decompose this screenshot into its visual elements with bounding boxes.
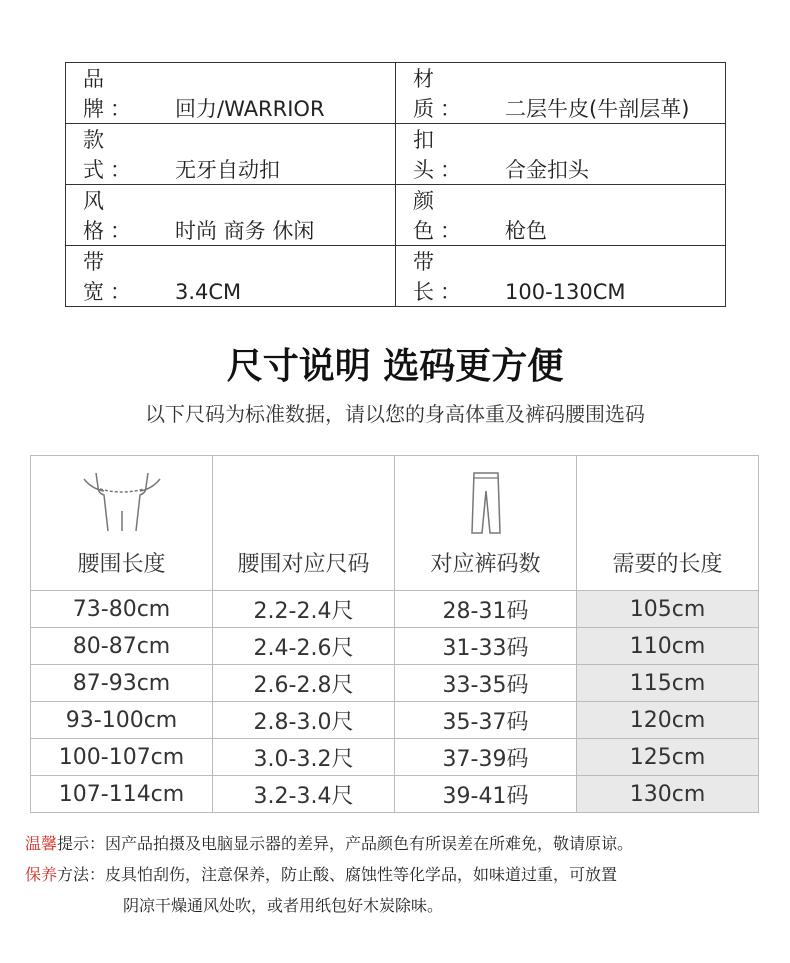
waist-size-cell: 2.6-2.8尺 [213, 665, 395, 702]
required-length-cell: 125cm [577, 739, 759, 776]
spec-value: 无牙自动扣 [175, 158, 280, 182]
table-row [31, 702, 759, 739]
pants-size-cell: 28-31码 [395, 591, 577, 628]
spec-cell [66, 63, 396, 124]
spec-value: 3.4CM [175, 280, 242, 304]
pants-icon [466, 471, 506, 535]
header-label: 需要的长度 [612, 552, 723, 577]
care-text: 皮具怕刮伤，注意保养，防止酸、腐蚀性等化学品，如味道过重，可放置 [105, 865, 618, 884]
header-cell [395, 456, 577, 591]
pants-size-cell: 37-39码 [395, 739, 577, 776]
spec-cell [396, 63, 726, 124]
table-row [31, 628, 759, 665]
table-row [31, 739, 759, 776]
spec-key: 带 宽： [83, 250, 137, 304]
spec-table [65, 62, 726, 307]
waist-length-cell: 73-80cm [31, 591, 213, 628]
spec-row [66, 185, 726, 246]
waist-measure-icon [82, 471, 162, 535]
spec-key: 材 质： [413, 67, 467, 121]
spec-key: 扣 头： [413, 128, 467, 182]
spec-value: 回力/WARRIOR [175, 97, 325, 121]
required-length-cell: 110cm [577, 628, 759, 665]
header-cell [213, 456, 395, 591]
spec-value: 合金扣头 [505, 158, 589, 182]
care-line-continued: 阴凉干燥通风处吹，或者用纸包好木炭除味。 [123, 896, 444, 915]
pants-size-cell: 35-37码 [395, 702, 577, 739]
header-cell [577, 456, 759, 591]
tip-label: 提示： [57, 834, 106, 853]
required-length-cell: 120cm [577, 702, 759, 739]
waist-length-cell: 100-107cm [31, 739, 213, 776]
spec-cell [396, 246, 726, 307]
pants-size-cell: 33-35码 [395, 665, 577, 702]
spec-row [66, 63, 726, 124]
table-row [31, 776, 759, 813]
waist-length-cell: 93-100cm [31, 702, 213, 739]
page-title: 尺寸说明 选码更方便 [226, 346, 564, 387]
spec-value: 二层牛皮(牛剖层革) [505, 97, 690, 121]
waist-size-cell: 3.2-3.4尺 [213, 776, 395, 813]
spec-cell [66, 185, 396, 246]
pants-size-cell: 31-33码 [395, 628, 577, 665]
required-length-cell: 130cm [577, 776, 759, 813]
waist-size-cell: 2.8-3.0尺 [213, 702, 395, 739]
spec-cell [66, 124, 396, 185]
spec-value: 时尚 商务 休闲 [175, 219, 315, 243]
header-label: 对应裤码数 [430, 552, 541, 577]
size-table [30, 455, 759, 813]
spec-row [66, 246, 726, 307]
tip-text: 因产品拍摄及电脑显示器的差异，产品颜色有所误差在所难免，敬请原谅。 [105, 834, 634, 853]
size-table-header [31, 456, 759, 591]
table-row [31, 665, 759, 702]
waist-size-cell: 2.4-2.6尺 [213, 628, 395, 665]
waist-length-cell: 87-93cm [31, 665, 213, 702]
pants-size-cell: 39-41码 [395, 776, 577, 813]
care-highlight: 保养 [25, 865, 58, 884]
waist-length-cell: 80-87cm [31, 628, 213, 665]
notes [25, 828, 775, 921]
care-label: 方法： [57, 865, 106, 884]
spec-value: 枪色 [505, 219, 547, 243]
tip-highlight: 温馨 [25, 834, 58, 853]
spec-key: 风 格： [83, 189, 137, 243]
spec-key: 款 式： [83, 128, 137, 182]
spec-key: 品 牌： [83, 67, 137, 121]
care-line [25, 859, 775, 890]
waist-length-cell: 107-114cm [31, 776, 213, 813]
header-label: 腰围对应尺码 [237, 552, 370, 577]
spec-value: 100-130CM [505, 280, 626, 304]
spec-cell [396, 185, 726, 246]
header-cell [31, 456, 213, 591]
header-label: 腰围长度 [77, 552, 166, 577]
spec-key: 带 长： [413, 250, 467, 304]
table-row [31, 591, 759, 628]
spec-row [66, 124, 726, 185]
spec-key: 颜 色： [413, 189, 467, 243]
spec-cell [396, 124, 726, 185]
page-subtitle: 以下尺码为标准数据，请以您的身高体重及裤码腰围选码 [145, 402, 645, 426]
required-length-cell: 105cm [577, 591, 759, 628]
required-length-cell: 115cm [577, 665, 759, 702]
tip-line [25, 828, 775, 859]
waist-size-cell: 2.2-2.4尺 [213, 591, 395, 628]
waist-size-cell: 3.0-3.2尺 [213, 739, 395, 776]
spec-cell [66, 246, 396, 307]
